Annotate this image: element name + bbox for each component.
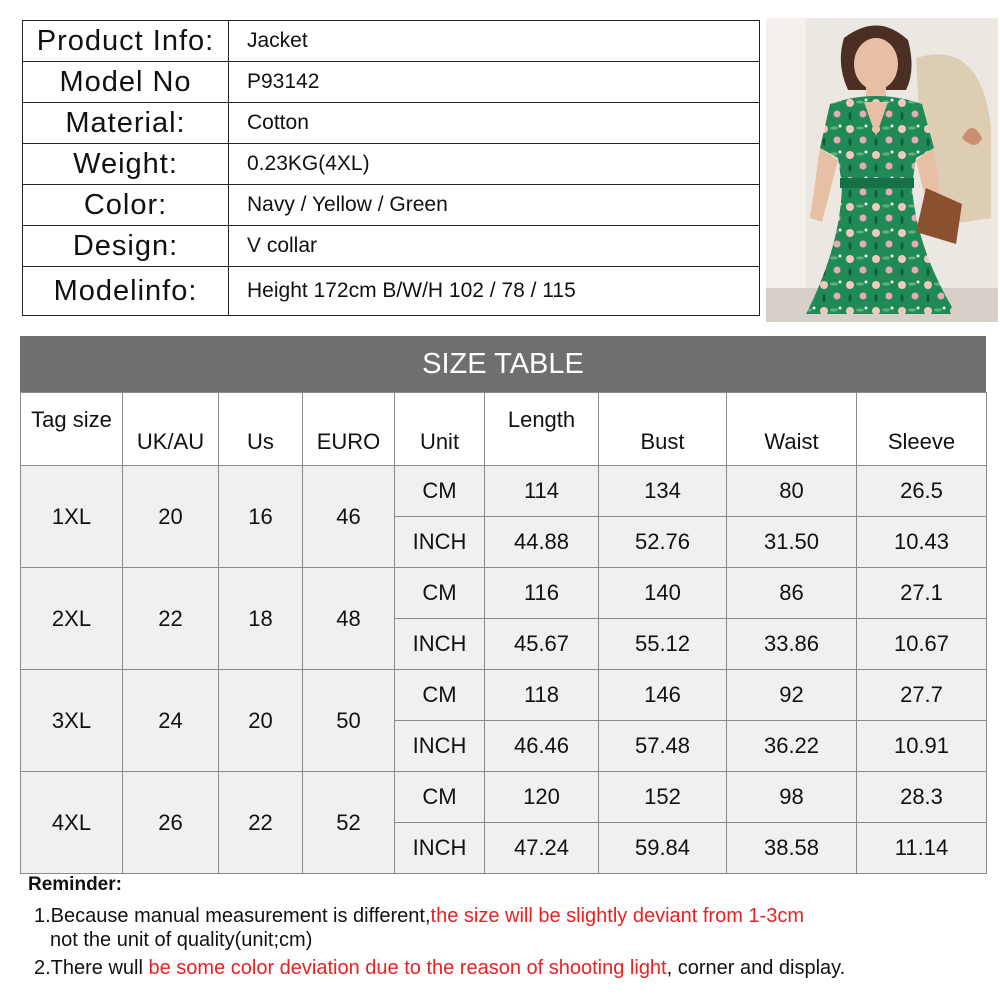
waist-cell: 31.50 — [727, 517, 857, 568]
sleeve-cell: 28.3 — [857, 772, 987, 823]
header-sleeve: Sleeve — [857, 393, 987, 466]
header-tag-size: Tag size — [21, 393, 123, 466]
reminder-line-1 — [28, 904, 988, 928]
info-row-model — [23, 62, 760, 103]
info-label: Product Info: — [23, 21, 229, 62]
info-label: Modelinfo: — [23, 267, 229, 316]
unit-cell: CM — [395, 568, 485, 619]
info-value: V collar — [229, 226, 760, 267]
bust-cell: 52.76 — [599, 517, 727, 568]
unit-cell: INCH — [395, 721, 485, 772]
unit-cell: CM — [395, 772, 485, 823]
length-cell: 116 — [485, 568, 599, 619]
info-row-design — [23, 226, 760, 267]
reminder-line-2 — [28, 956, 988, 980]
size-header-row — [21, 393, 987, 466]
sleeve-cell: 26.5 — [857, 466, 987, 517]
us-cell: 18 — [219, 568, 303, 670]
euro-cell: 52 — [303, 772, 395, 874]
info-value: P93142 — [229, 62, 760, 103]
unit-cell: INCH — [395, 517, 485, 568]
sleeve-cell: 11.14 — [857, 823, 987, 874]
header-length: Length — [485, 393, 599, 466]
unit-cell: CM — [395, 670, 485, 721]
reminder-text: 1.Because manual measurement is different, — [34, 905, 431, 927]
tag-size-cell: 1XL — [21, 466, 123, 568]
euro-cell: 50 — [303, 670, 395, 772]
sleeve-cell: 27.1 — [857, 568, 987, 619]
reminder-highlight: the size will be slightly deviant from 1-3cm — [430, 905, 804, 927]
uk-au-cell: 20 — [123, 466, 219, 568]
info-label: Material: — [23, 103, 229, 144]
euro-cell: 46 — [303, 466, 395, 568]
wall-panel — [766, 18, 806, 322]
length-cell: 47.24 — [485, 823, 599, 874]
us-cell: 22 — [219, 772, 303, 874]
sleeve-cell: 10.67 — [857, 619, 987, 670]
info-value: Navy / Yellow / Green — [229, 185, 760, 226]
size-table-title: SIZE TABLE — [20, 336, 986, 392]
waist-cell: 33.86 — [727, 619, 857, 670]
model-illustration — [766, 18, 998, 322]
info-value: Jacket — [229, 21, 760, 62]
sleeve-cell: 10.43 — [857, 517, 987, 568]
reminder-text: , corner and display. — [666, 957, 846, 979]
sleeve-cell: 10.91 — [857, 721, 987, 772]
bust-cell: 152 — [599, 772, 727, 823]
waist-cell: 98 — [727, 772, 857, 823]
info-row-modelinfo — [23, 267, 760, 316]
bust-cell: 59.84 — [599, 823, 727, 874]
face — [854, 38, 898, 90]
header-euro: EURO — [303, 393, 395, 466]
info-row-material — [23, 103, 760, 144]
uk-au-cell: 26 — [123, 772, 219, 874]
length-cell: 120 — [485, 772, 599, 823]
length-cell: 45.67 — [485, 619, 599, 670]
header-bust: Bust — [599, 393, 727, 466]
waist-cell: 36.22 — [727, 721, 857, 772]
reminder-line-1-continued: not the unit of quality(unit;cm) — [50, 929, 313, 951]
size-row-cm — [21, 772, 987, 823]
size-table — [20, 392, 987, 874]
product-info-table — [22, 20, 760, 316]
us-cell: 20 — [219, 670, 303, 772]
length-cell: 46.46 — [485, 721, 599, 772]
info-value: Height 172cm B/W/H 102 / 78 / 115 — [229, 267, 760, 316]
size-row-cm — [21, 466, 987, 517]
bust-cell: 140 — [599, 568, 727, 619]
reminder-title: Reminder: — [28, 874, 122, 895]
size-row-cm — [21, 670, 987, 721]
waist-cell: 86 — [727, 568, 857, 619]
uk-au-cell: 24 — [123, 670, 219, 772]
info-label: Color: — [23, 185, 229, 226]
tag-size-cell: 2XL — [21, 568, 123, 670]
info-row-product — [23, 21, 760, 62]
length-cell: 114 — [485, 466, 599, 517]
reminder-text: 2.There wull — [34, 957, 149, 979]
header-uk-au: UK/AU — [123, 393, 219, 466]
waist-cell: 38.58 — [727, 823, 857, 874]
header-unit: Unit — [395, 393, 485, 466]
length-cell: 118 — [485, 670, 599, 721]
unit-cell: INCH — [395, 823, 485, 874]
reminder-highlight: be some color deviation due to the reason of shooting light — [148, 957, 667, 979]
euro-cell: 48 — [303, 568, 395, 670]
sleeve-cell: 27.7 — [857, 670, 987, 721]
header-waist: Waist — [727, 393, 857, 466]
tag-size-cell: 4XL — [21, 772, 123, 874]
uk-au-cell: 22 — [123, 568, 219, 670]
unit-cell: CM — [395, 466, 485, 517]
waist-cell: 80 — [727, 466, 857, 517]
info-row-weight — [23, 144, 760, 185]
reminder-section — [28, 874, 988, 980]
info-row-color — [23, 185, 760, 226]
bust-cell: 146 — [599, 670, 727, 721]
bust-cell: 57.48 — [599, 721, 727, 772]
us-cell: 16 — [219, 466, 303, 568]
waist-cell: 92 — [727, 670, 857, 721]
tag-size-cell: 3XL — [21, 670, 123, 772]
model-photo — [766, 18, 998, 322]
bust-cell: 55.12 — [599, 619, 727, 670]
info-value: 0.23KG(4XL) — [229, 144, 760, 185]
length-cell: 44.88 — [485, 517, 599, 568]
unit-cell: INCH — [395, 619, 485, 670]
info-label: Model No — [23, 62, 229, 103]
header-us: Us — [219, 393, 303, 466]
info-label: Design: — [23, 226, 229, 267]
size-row-cm — [21, 568, 987, 619]
info-label: Weight: — [23, 144, 229, 185]
waistband — [840, 178, 914, 188]
info-value: Cotton — [229, 103, 760, 144]
bust-cell: 134 — [599, 466, 727, 517]
